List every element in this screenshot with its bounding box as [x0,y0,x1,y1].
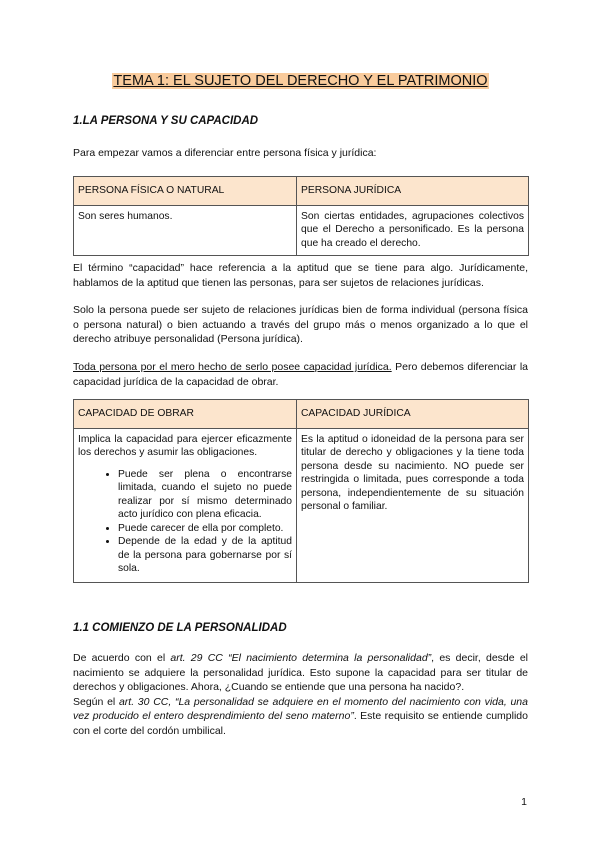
toda-persona-underlined: Toda persona por el mero hecho de serlo posee capacidad jurídica. [73,361,392,373]
art29-citation: art. 29 CC “El nacimiento determina la personalidad” [170,652,432,664]
list-item: • Puede ser plena o encontrarse limitada, cuando el sujeto no puede realizar por sí mismo determinado acto jurídico con plena eficacia. [118,468,292,522]
solo-persona-paragraph: Solo la persona puede ser sujeto de relaciones jurídicas bien de forma individual (persona física o persona natural) o bien actuando a través del grupo más o menos organizado a lo que el derecho atribuye personalidad (Persona jurídica). [73,304,528,345]
art29-rest: , es decir, desde el nacimiento se adquiere la personalidad jurídica. Esto supone la capacidad para ser titular de derechos y obligaciones. Ahora, ¿Cuando se entiende que una persona ha nacido?. [73,652,528,693]
capacidad-obrar-cell [74,428,297,582]
art30-citation: art. 30 CC, “La personalidad se adquiere en el momento del nacimiento con vida, una vez producido el entero desprendimiento del seno materno” [73,695,528,722]
capacidad-obrar-header: CAPACIDAD DE OBRAR [74,400,297,429]
page-number: 1 [521,796,527,808]
comienzo-paragraph [73,651,528,738]
capacidad-obrar-intro: Implica la capacidad para ejercer eficazmente los derechos y asumir las obligaciones. [78,433,292,458]
persona-juridica-cell: Son ciertas entidades, agrupaciones colectivos que el Derecho a personificado. Es la persona que ha creado el derecho. [297,205,529,255]
persona-juridica-header: PERSONA JURÍDICA [297,177,529,206]
document-title: TEMA 1: EL SUJETO DEL DERECHO Y EL PATRIMONIO [113,73,488,89]
art30-lead: Según el [73,695,119,708]
capacidad-juridica-cell: Es la aptitud o idoneidad de la persona para ser titular de derecho y obligaciones y la tiene toda persona desde su nacimiento. NO puede ser restringida o limitada, pues corresponde a toda persona, independientemente de su situación personal o familiar. [297,428,529,582]
toda-persona-paragraph [73,360,528,389]
persona-table [73,176,529,256]
section-heading-persona: 1.LA PERSONA Y SU CAPACIDAD [73,115,259,127]
persona-fisica-header: PERSONA FÍSICA O NATURAL [74,177,297,206]
capacidad-obrar-list [78,468,292,576]
list-item: • Depende de la edad y de la aptitud de la persona para gobernarse por sí sola. [118,535,292,576]
toda-persona-rest: Pero debemos diferenciar la capacidad jurídica de la capacidad de obrar. [73,361,528,388]
section-heading-comienzo: 1.1 COMIENZO DE LA PERSONALIDAD [73,622,287,634]
art30-rest: . Este requisito se entiende cumplido con el corte del cordón umbilical. [73,710,528,737]
capacidad-table [73,399,529,583]
intro-paragraph: Para empezar vamos a diferenciar entre persona física y jurídica: [73,147,377,159]
capacidad-paragraph: El término “capacidad” hace referencia a la aptitud que se tiene para algo. Jurídicamente, hablamos de la aptitud que tienen las personas, para ser sujetos de relaciones jurídicas. [73,262,528,289]
persona-fisica-cell: Son seres humanos. [74,205,297,255]
capacidad-juridica-header: CAPACIDAD JURÍDICA [297,400,529,429]
list-item: • Puede carecer de ella por completo. [118,522,292,536]
art29-lead: De acuerdo con el [73,652,171,664]
